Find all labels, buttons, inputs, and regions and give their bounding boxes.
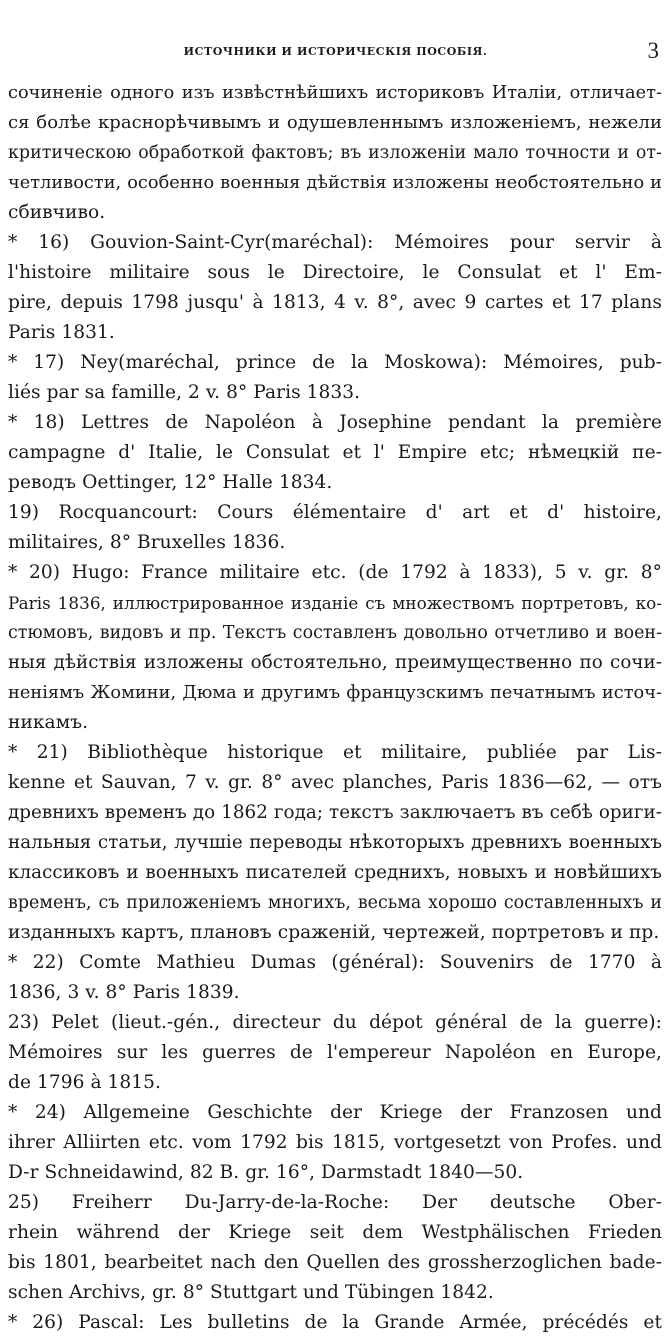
text-line: критическою обработкой фактовъ; въ изложеніи мало точности и от-: [8, 143, 662, 163]
text-line: * 16) Gouvion-Saint-Cyr(maréchal): Mémoires pour servir à: [8, 232, 662, 253]
body-text: [8, 78, 662, 1338]
text-line: * 22) Comte Mathieu Dumas (général): Souvenirs de 1770 à: [8, 952, 662, 973]
text-line: schen Archivs, gr. 8° Stuttgart und Tübingen 1842.: [8, 1282, 494, 1303]
text-line: * 17) Ney(maréchal, prince de la Moskowa): Mémoires, pub-: [8, 352, 662, 373]
text-line: неніямъ Жомини, Дюма и другимъ французскимъ печатнымъ источ-: [8, 683, 662, 703]
text-line: pire, depuis 1798 jusqu' à 1813, 4 v. 8°, avec 9 cartes et 17 plans: [8, 292, 662, 313]
text-line: Paris 1831.: [8, 322, 115, 343]
text-line: bis 1801, bearbeitet nach den Quellen des grossherzoglichen bade-: [8, 1252, 662, 1273]
text-line: сбивчиво.: [8, 202, 106, 223]
text-line: ihrer Alliirten etc. vom 1792 bis 1815, vortgesetzt von Profes. und: [8, 1132, 662, 1153]
text-line: 1836, 3 v. 8° Paris 1839.: [8, 982, 240, 1003]
text-line: нальныя статьи, лучшіе переводы нѣкоторыхъ древнихъ военныхъ: [8, 832, 662, 853]
text-line: ся болѣе краснорѣчивымъ и одушевленнымъ изложеніемъ, нежели: [8, 112, 662, 133]
text-line: * 24) Allgemeine Geschichte der Kriege der Franzosen und: [8, 1102, 662, 1123]
page-number: 3: [647, 38, 659, 63]
text-line: * 21) Bibliothèque historique et militaire, publiée par Lis-: [8, 742, 662, 763]
text-line: сочиненіе одного изъ извѣстнѣйшихъ историковъ Италіи, отличает-: [8, 83, 662, 103]
text-line: Mémoires sur les guerres de l'empereur Napoléon en Europe,: [8, 1042, 662, 1063]
text-line: классиковъ и военныхъ писателей среднихъ, новыхъ и новѣйшихъ: [8, 862, 662, 883]
text-line: militaires, 8° Bruxelles 1836.: [8, 532, 286, 553]
text-line: * 18) Lettres de Napoléon à Josephine pendant la première: [8, 412, 662, 433]
text-line: Paris 1836, иллюстрированное изданіе съ множествомъ портретовъ, ко-: [8, 593, 662, 613]
text-line: реводъ Oettinger, 12° Halle 1834.: [8, 472, 333, 493]
text-line: четливости, особенно военныя дѣйствія изложены необстоятельно и: [8, 173, 662, 193]
text-line: 19) Rocquancourt: Cours élémentaire d' art et d' histoire,: [8, 502, 662, 523]
text-line: * 26) Pascal: Les bulletins de la Grande Armée, précédés et: [8, 1312, 662, 1333]
text-line: kenne et Sauvan, 7 v. gr. 8° avec planches, Paris 1836—62, — отъ: [8, 772, 662, 793]
text-line: 23) Pelet (lieut.-gén., directeur du dépot général de la guerre):: [8, 1012, 662, 1033]
text-line: никамъ.: [8, 712, 89, 733]
text-line: l'histoire militaire sous le Directoire, le Consulat et l' Em-: [8, 262, 662, 283]
text-line: ныя дѣйствія изложены обстоятельно, преимущественно по сочи-: [8, 652, 662, 673]
page-header: [8, 36, 663, 66]
text-line: de 1796 à 1815.: [8, 1072, 162, 1093]
text-line: временъ, съ приложеніемъ многихъ, весьма хорошо составленныхъ и: [8, 893, 662, 913]
text-line: liés par sa famille, 2 v. 8° Paris 1833.: [8, 382, 361, 403]
text-line: стюмовъ, видовъ и пр. Текстъ составленъ довольно отчетливо и воен-: [8, 623, 662, 643]
running-title: ИСТОЧНИКИ И ИСТОРИЧЕСКІЯ ПОСОБІЯ.: [183, 45, 488, 58]
text-line: 25) Freiherr Du-Jarry-de-la-Roche: Der deutsche Ober-: [8, 1192, 662, 1213]
text-line: campagne d' Italie, le Consulat et l' Empire etc; нѣмецкій пе-: [8, 442, 662, 463]
text-line: D-r Schneidawind, 82 B. gr. 16°, Darmstadt 1840—50.: [8, 1162, 524, 1183]
text-line: * 20) Hugo: France militaire etc. (de 1792 à 1833), 5 v. gr. 8°: [8, 562, 662, 583]
text-line: изданныхъ картъ, плановъ сраженій, чертежей, портретовъ и пр.: [8, 922, 660, 943]
text-line: древнихъ временъ до 1862 года; текстъ заключаетъ въ себѣ ориги-: [8, 802, 662, 823]
text-line: rhein während der Kriege seit dem Westphälischen Frieden: [8, 1222, 662, 1243]
